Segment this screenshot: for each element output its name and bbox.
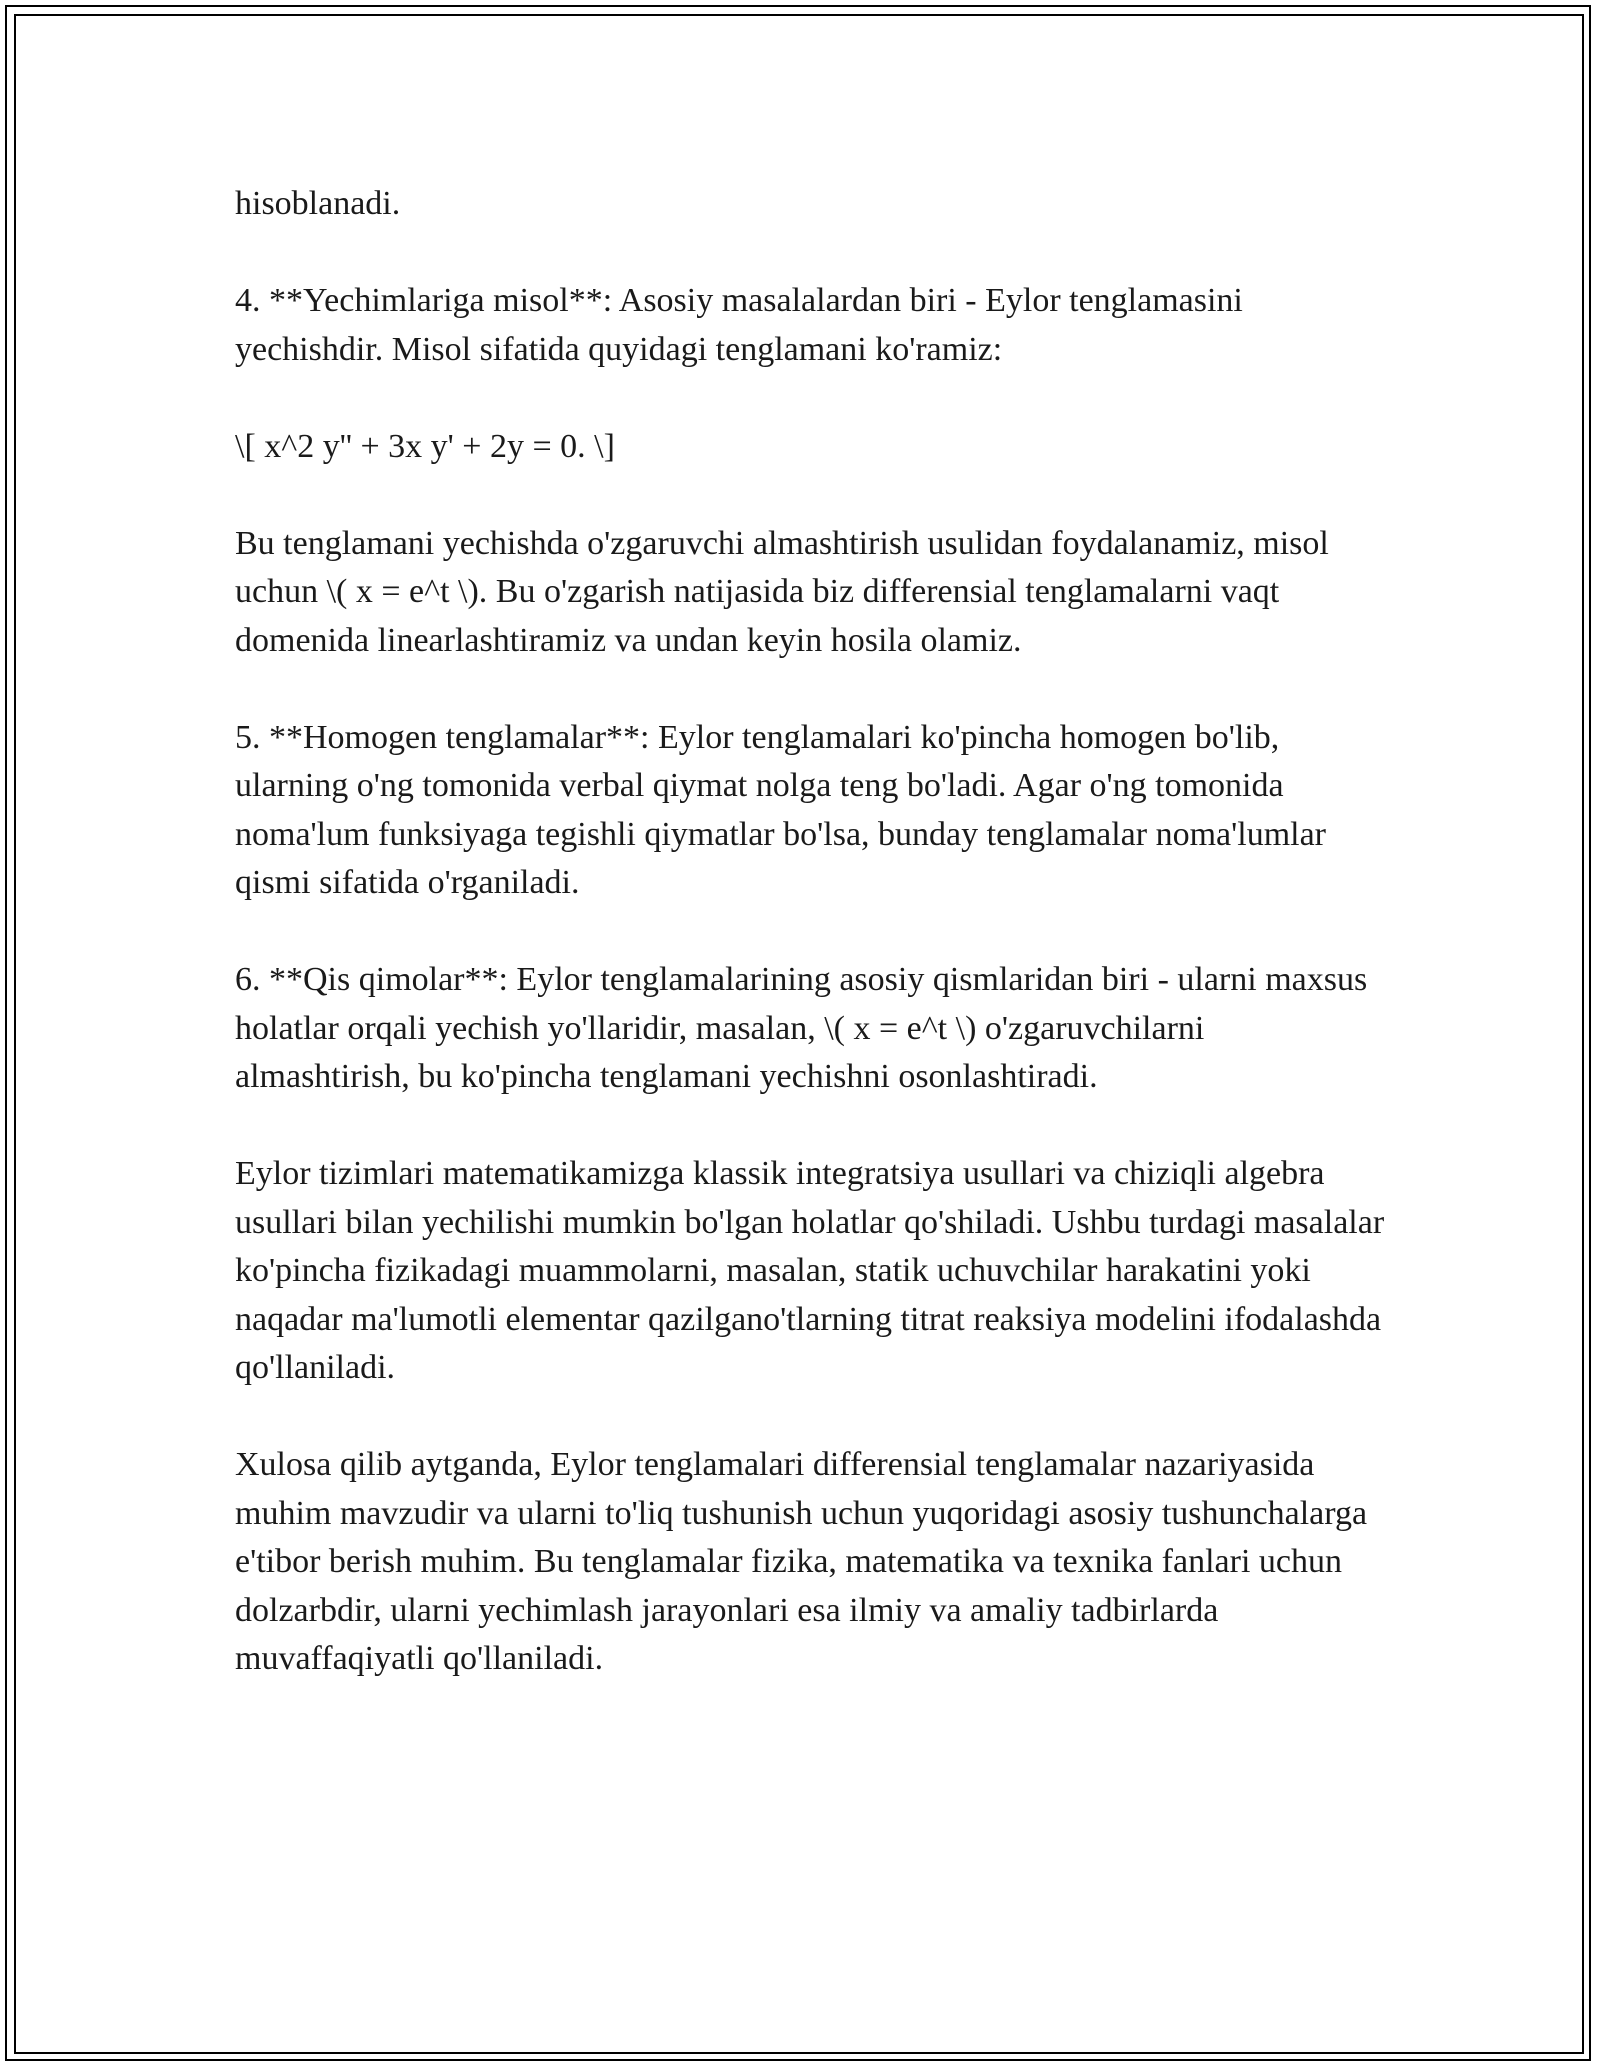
paragraph-item-6: 6. **Qis qimolar**: Eylor tenglamalarining asosiy qismlaridan biri - ularni maxsus holatlar orqali yechish yo'llaridir, masalan, \( x = e^t \) o'zgaruvchilarni almashtirish, bu ko'pincha tenglamani yechishni osonlashtiradi. — [235, 961, 1368, 1095]
paragraph-item-5: 5. **Homogen tenglamalar**: Eylor tenglamalari ko'pincha homogen bo'lib, ularning o'ng tomonida verbal qiymat nolga teng bo'ladi. Agar o'ng tomonida noma'lum funksiyaga tegishli qiymatlar bo'lsa, bunday tenglamalar noma'lumlar qismi sifatida o'rganiladi. — [235, 718, 1327, 901]
paragraph-conclusion: Xulosa qilib aytganda, Eylor tenglamalari differensial tenglamalar nazariyasida muhim mavzudir va ularni to'liq tushunish uchun yuqoridagi asosiy tushunchalarga e'tibor berish muhim. Bu tenglamalar fizika, matematika va texnika fanlari uchun dolzarbdir, ularni yechimlash jarayonlari esa ilmiy va amaliy tadbirlarda muvaffaqiyatli qo'llaniladi. — [235, 1446, 1368, 1677]
paragraph-continuation: hisoblanadi. — [235, 185, 401, 222]
paragraph-substitution: Bu tenglamani yechishda o'zgaruvchi almashtirish usulidan foydalanamiz, misol uchun \( x = e^t \). Bu o'zgarish natijasida biz differensial tenglamalarni vaqt domenida linearlashtiramiz va undan keyin hosila olamiz. — [235, 524, 1329, 659]
document-body — [235, 180, 1385, 1732]
equation-line: \[ x^2 y'' + 3x y' + 2y = 0. \] — [235, 427, 615, 465]
paragraph-item-4: 4. **Yechimlariga misol**: Asosiy masalalardan biri - Eylor tenglamasini yechishdir. Misol sifatida quyidagi tenglamani ko'ramiz: — [235, 282, 1243, 368]
paragraph-systems: Eylor tizimlari matematikamizga klassik integratsiya usullari va chiziqli algebra usullari bilan yechilishi mumkin bo'lgan holatlar qo'shiladi. Ushbu turdagi masalalar ko'pincha fizikadagi muammolarni, masalan, statik uchuvchilar harakatini yoki naqadar ma'lumotli elementar qazilgano'tlarning titrat reaksiya modelini ifodalashda qo'llaniladi. — [235, 1155, 1385, 1386]
